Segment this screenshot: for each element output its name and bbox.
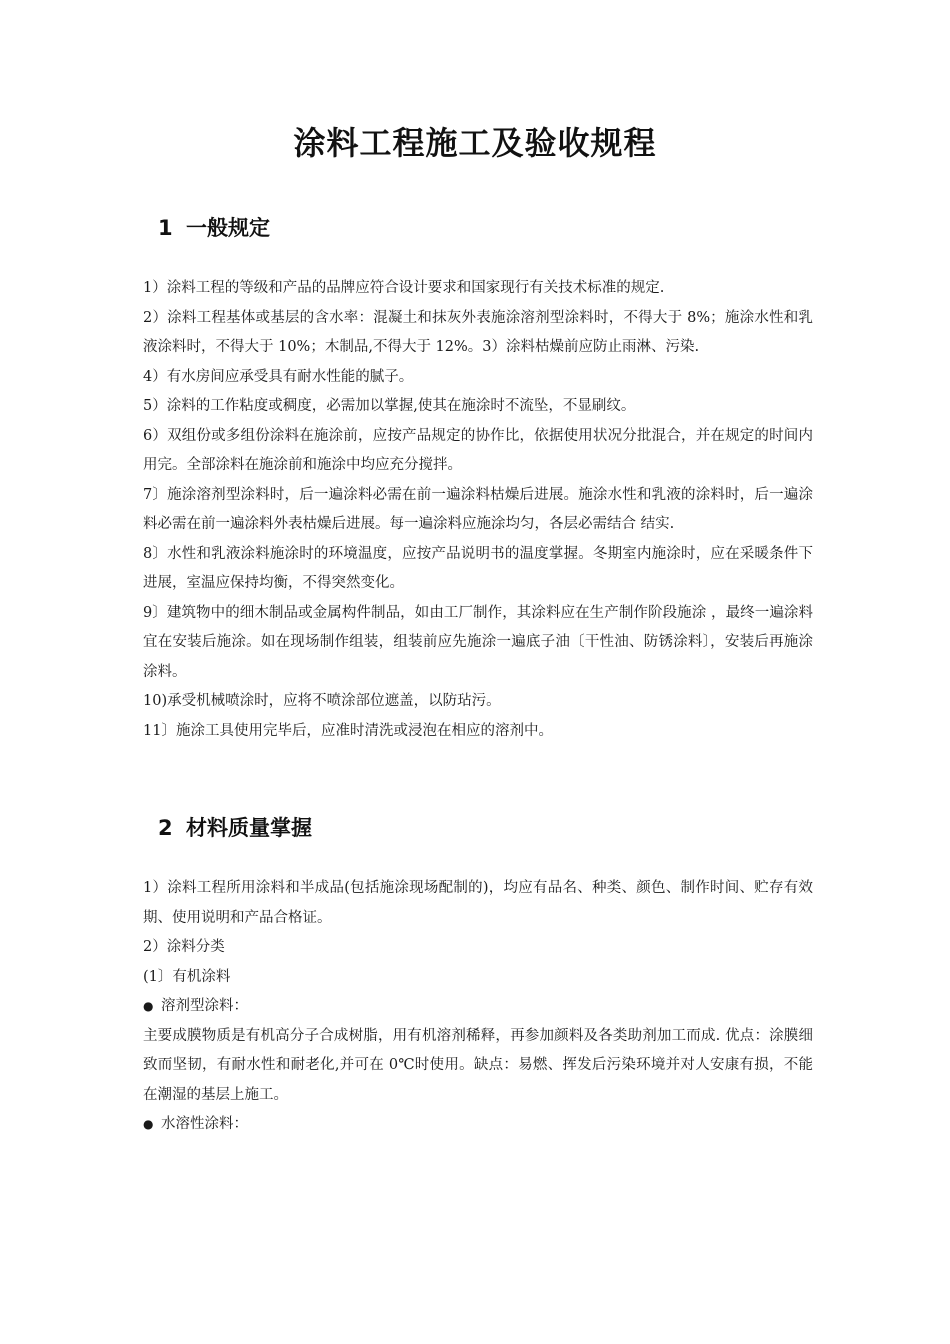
- section-heading-2: [158, 812, 312, 842]
- paragraph: 8〕水性和乳液涂料施涂时的环境温度，应按产品说明书的温度掌握。冬期室内施涂时，应在采暖条件下进展，室温应保持均衡，不得突然变化。: [143, 545, 813, 591]
- document-title: 涂料工程施工及验收规程: [293, 124, 657, 162]
- section-heading-1: [158, 212, 270, 242]
- paragraph: 2）涂料工程基体或基层的含水率：混凝土和抹灰外表施涂溶剂型涂料时，不得大于 8%；施涂水性和乳液涂料时，不得大于 10%；木制品,不得大于 12%。3）涂料枯燥前应防止雨淋、污染.: [143, 309, 813, 355]
- paragraph: 7〕施涂溶剂型涂料时，后一遍涂料必需在前一遍涂料枯燥后进展。施涂水性和乳液的涂料时，后一遍涂料必需在前一遍涂料外表枯燥后进展。每一遍涂料应施涂均匀，各层必需结合 结实.: [143, 486, 813, 532]
- paragraph: 6）双组份或多组份涂料在施涂前，应按产品规定的协作比，依据使用状况分批混合，并在规定的时间内用完。全部涂料在施涂前和施涂中均应充分搅拌。: [143, 427, 813, 473]
- paragraph: 10)承受机械喷涂时，应将不喷涂部位遮盖，以防玷污。: [143, 693, 501, 709]
- paragraph: 1）涂料工程所用涂料和半成品(包括施涂现场配制的)，均应有品名、种类、颜色、制作时间、贮存有效期、使用说明和产品合格证。: [143, 880, 813, 926]
- paragraph: 4）有水房间应承受具有耐水性能的腻子。: [143, 368, 414, 385]
- section-title: 一般规定: [186, 216, 270, 240]
- section-2-body: [143, 874, 813, 1140]
- section-number: 1: [158, 216, 173, 240]
- section-number: 2: [158, 816, 173, 840]
- section-1-body: [143, 274, 813, 746]
- paragraph: 5）涂料的工作粘度或稠度，必需加以掌握,使其在施涂时不流坠，不显刷纹。: [143, 398, 636, 414]
- paragraph: (1〕有机涂料: [143, 968, 231, 985]
- bullet-item: ● 水溶性涂料：: [143, 1110, 813, 1140]
- bullet-item: ● 溶剂型涂料：: [143, 992, 813, 1022]
- paragraph: 2）涂料分类: [143, 939, 225, 955]
- paragraph: 11〕施涂工具使用完毕后，应准时清洗或浸泡在相应的溶剂中。: [143, 722, 553, 739]
- paragraph: 9〕建筑物中的细木制品或金属构件制品，如由工厂制作，其涂料应在生产制作阶段施涂 ，最终一遍涂料宜在安装后施涂。如在现场制作组装，组装前应先施涂一遍底子油〔干性油、防锈涂料〕，安装后再施涂涂料。: [143, 604, 813, 680]
- paragraph: 1）涂料工程的等级和产品的品牌应符合设计要求和国家现行有关技术标准的规定.: [143, 280, 665, 296]
- paragraph: 主要成膜物质是有机高分子合成树脂，用有机溶剂稀释，再参加颜料及各类助剂加工而成. 优点：涂膜细致而坚韧，有耐水性和耐老化,并可在 0℃时使用。缺点：易燃、挥发后污染环境并对人安康有损，不能在潮湿的基层上施工。: [143, 1027, 813, 1103]
- section-title: 材料质量掌握: [186, 816, 312, 840]
